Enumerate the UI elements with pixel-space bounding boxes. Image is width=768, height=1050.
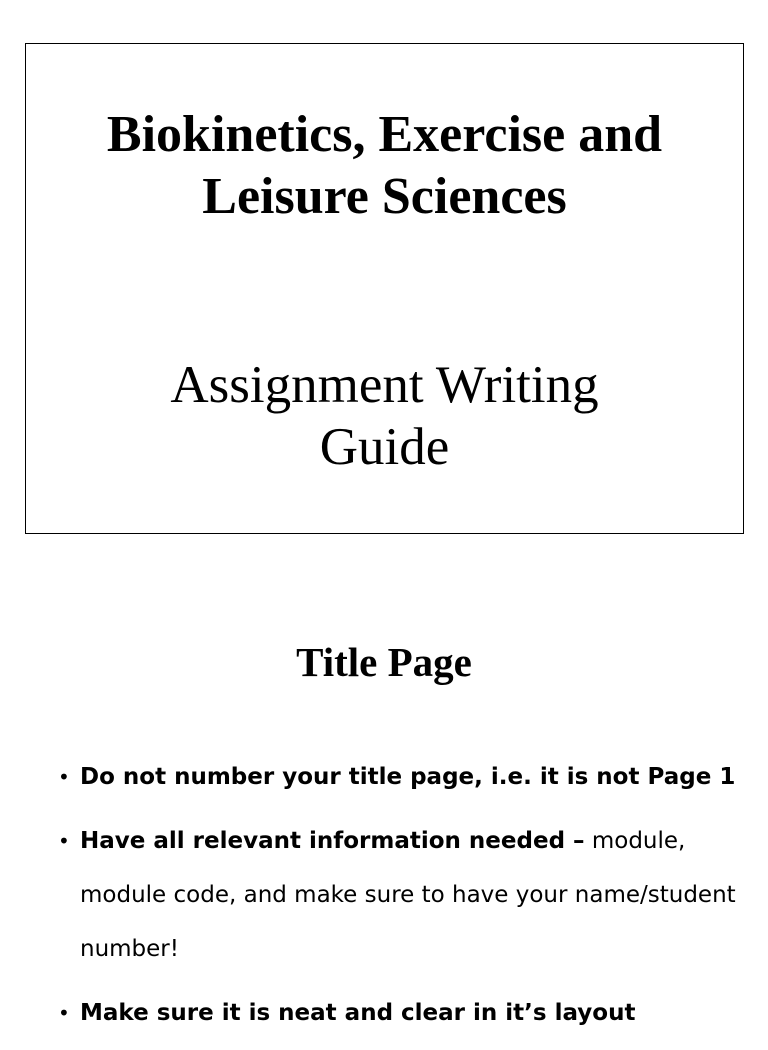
bullet-icon: • [58,765,70,789]
bullet-icon: • [58,829,70,853]
bullet-list [58,750,748,1050]
bullet-text-bold: Do not number your title page, i.e. it is not Page 1 [80,764,736,790]
bullet-icon: • [58,1001,70,1025]
section-heading: Title Page [296,639,472,685]
bullet-item [58,986,748,1040]
slide-title [26,104,743,228]
bullet-item [58,750,748,804]
bullet-text-bold: Have all relevant information needed – [80,828,585,854]
bullet-item [58,814,748,976]
slide-subtitle-line-1: Assignment Writing [170,356,599,414]
slide-title-line-1: Biokinetics, Exercise and [106,106,663,163]
slide-title-line-2: Leisure Sciences [202,168,567,225]
bullet-text: module, module code, and make sure to have your name/student number! [80,828,736,962]
slide-subtitle-line-2: Guide [319,418,450,476]
title-slide [25,43,744,534]
bullet-text-bold: Make sure it is neat and clear in it’s layout [80,1000,636,1026]
slide-subtitle [26,354,743,478]
